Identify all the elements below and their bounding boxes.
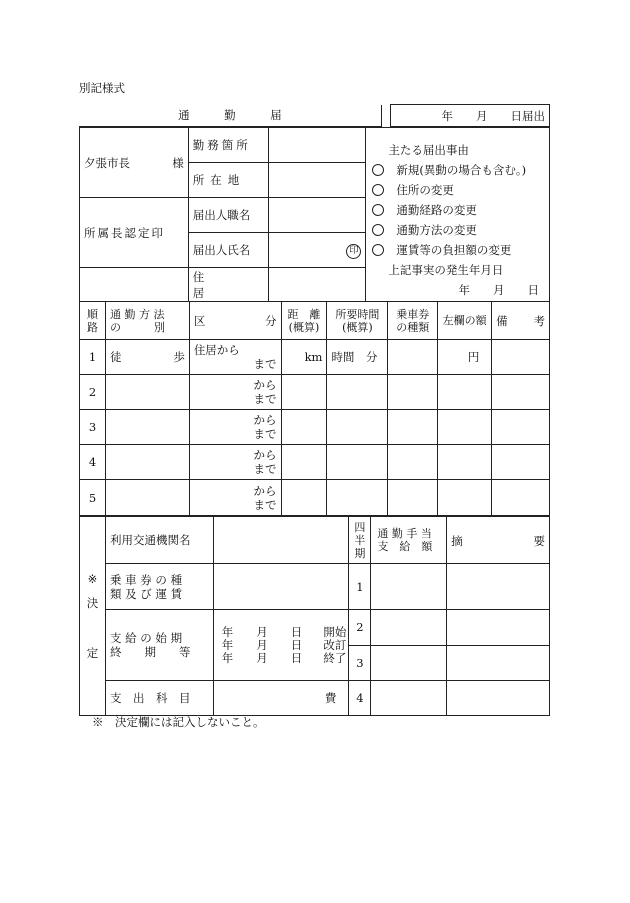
table-row [80,480,550,516]
approval-label: 所属長認定印 [84,225,165,240]
circle-icon [372,244,384,256]
remarks-cell[interactable] [492,340,550,375]
ticket-fare-field[interactable] [213,564,349,610]
location-label-cell [188,163,268,198]
form-title: 通 勤 届 [79,105,381,127]
workplace-label-cell [188,128,268,163]
section-cell[interactable]: から まで [189,445,281,480]
ticket-cell[interactable] [388,375,438,410]
quarter-number: 2 [349,610,370,646]
remarks-cell[interactable] [492,480,550,516]
period-end[interactable]: 年 月 日 終了 [221,650,347,665]
transport-label: 利用交通機関名 [105,517,213,564]
position-label-cell [188,198,268,233]
summary-field-q2[interactable] [447,610,549,646]
distance-cell[interactable] [281,375,327,410]
summary-field-q4[interactable] [447,681,550,716]
distance-cell[interactable] [281,410,327,445]
col-order-header: 順 路 [80,302,106,340]
reason-item-route[interactable]: 通勤経路の変更 [372,200,545,220]
col-time-header: 所要時間 (概算) [327,302,388,340]
quarter-number: 1 [349,564,371,610]
summary-cell-2-3 [447,610,550,681]
blank-cell [80,268,189,302]
quarter-header: 四 半 期 [349,517,371,564]
section-cell[interactable]: から まで [189,410,281,445]
distance-cell[interactable] [281,480,327,516]
section-cell[interactable]: から まで [189,480,281,516]
expense-field[interactable]: 費 [213,681,349,716]
circle-icon [372,164,384,176]
position-label: 届出人職名 [192,208,251,222]
amount-cell[interactable] [438,375,492,410]
allowance-field-q2[interactable] [371,610,446,646]
occurrence-date[interactable]: 年 月 日 [458,283,539,297]
occurrence-date-heading: 上記事実の発生年月日 [388,263,504,277]
workplace-label: 勤務箇所 [192,138,251,152]
period-field[interactable] [213,610,349,681]
method-cell[interactable] [105,375,189,410]
allowance-cell-2-3 [371,610,447,681]
time-cell[interactable] [327,480,388,516]
row-number: 2 [80,375,106,410]
quarter-number: 3 [356,656,364,670]
transport-field[interactable] [213,517,349,564]
addressee-suffix: 様 [172,155,184,170]
circle-icon [372,184,384,196]
reason-item-method[interactable]: 通勤方法の変更 [372,220,545,240]
section-cell[interactable]: 住居から まで [189,340,281,375]
reasons-cell [366,128,550,302]
applicant-table [79,127,550,302]
table-row [80,445,550,480]
header-table [79,104,550,127]
col-section-header: 区 分 [189,302,281,340]
col-method-header: 通 勤 方 法 の 別 [105,302,189,340]
allowance-field-q1[interactable] [371,564,447,610]
commute-table [79,301,550,516]
period-revise[interactable]: 年 月 日 改訂 [221,637,347,652]
quarter-cell-2-3 [349,610,371,681]
name-label-cell [188,233,268,268]
distance-cell[interactable] [281,445,327,480]
time-cell[interactable]: 時間 分 [327,340,388,375]
submission-date[interactable]: 年 月 日届出 [390,105,549,127]
reason-item-new[interactable]: 新規(異動の場合も含む。) [372,160,545,180]
time-cell[interactable] [327,445,388,480]
col-ticket-header: 乗車券 の種類 [388,302,438,340]
table-row [80,410,550,445]
period-label: 支 給 の 始 期 終 期 等 [105,610,213,681]
summary-header: 摘 要 [447,517,550,564]
time-cell[interactable] [327,410,388,445]
decision-side-label: ※ 決 定 [80,517,106,716]
time-cell[interactable] [327,375,388,410]
remarks-cell[interactable] [492,410,550,445]
ticket-cell[interactable] [388,340,438,375]
circle-icon [372,204,384,216]
period-start[interactable]: 年 月 日 開始 [221,624,347,639]
ticket-fare-label: 乗 車 券 の 種 類 及 び 運 賃 [105,564,213,610]
amount-cell[interactable] [438,445,492,480]
location-label: 所在地 [192,173,246,187]
col-amount-header: 左欄の額 [438,302,492,340]
row-number: 4 [80,445,106,480]
section-cell[interactable]: から まで [189,375,281,410]
form-label: 別記様式 [79,81,125,95]
allowance-field-q4[interactable] [371,681,447,716]
amount-cell[interactable] [438,410,492,445]
workplace-field[interactable] [268,128,366,163]
addressee-name: 夕張市長 [84,155,130,170]
addressee-cell [80,128,189,198]
allowance-field-q3[interactable] [371,646,446,680]
col-remarks-header: 備 考 [492,302,550,340]
name-field[interactable] [268,233,366,268]
seal-icon: 印 [346,244,361,259]
name-label: 届出人氏名 [192,243,251,257]
address-label-cell [188,268,268,302]
remarks-cell[interactable] [492,375,550,410]
quarter-number: 4 [349,681,371,716]
allowance-header: 通 勤 手 当 支 給 額 [371,517,447,564]
table-row [80,340,550,375]
ticket-cell[interactable] [388,445,438,480]
row-number: 5 [80,480,106,516]
method-cell[interactable]: 徒 歩 [105,340,189,375]
row-number: 3 [80,410,106,445]
position-field[interactable] [268,198,366,233]
ticket-cell[interactable] [388,410,438,445]
footnote: ※ 決定欄には記入しないこと。 [92,715,265,729]
ticket-cell[interactable] [388,480,438,516]
reason-item-fare[interactable]: 運賃等の負担額の変更 [372,240,545,260]
summary-field-q3[interactable] [447,646,549,680]
address-field[interactable] [268,268,366,302]
reason-item-address[interactable]: 住所の変更 [372,180,545,200]
method-cell[interactable] [105,480,189,516]
reasons-heading: 主たる届出事由 [388,143,469,157]
remarks-cell[interactable] [492,445,550,480]
expense-label: 支 出 科 目 [105,681,213,716]
method-cell[interactable] [105,445,189,480]
location-field[interactable] [268,163,366,198]
row-number: 1 [80,340,106,375]
amount-cell[interactable] [438,480,492,516]
decision-table [79,516,550,716]
table-row [80,375,550,410]
address-label: 住居 [192,269,249,300]
col-distance-header: 距 離 (概算) [281,302,327,340]
amount-cell[interactable]: 円 [438,340,492,375]
distance-cell[interactable]: km [281,340,327,375]
approval-seal-cell[interactable] [80,198,189,268]
method-cell[interactable] [105,410,189,445]
header-gap [381,105,390,127]
circle-icon [372,224,384,236]
summary-field-q1[interactable] [447,564,550,610]
